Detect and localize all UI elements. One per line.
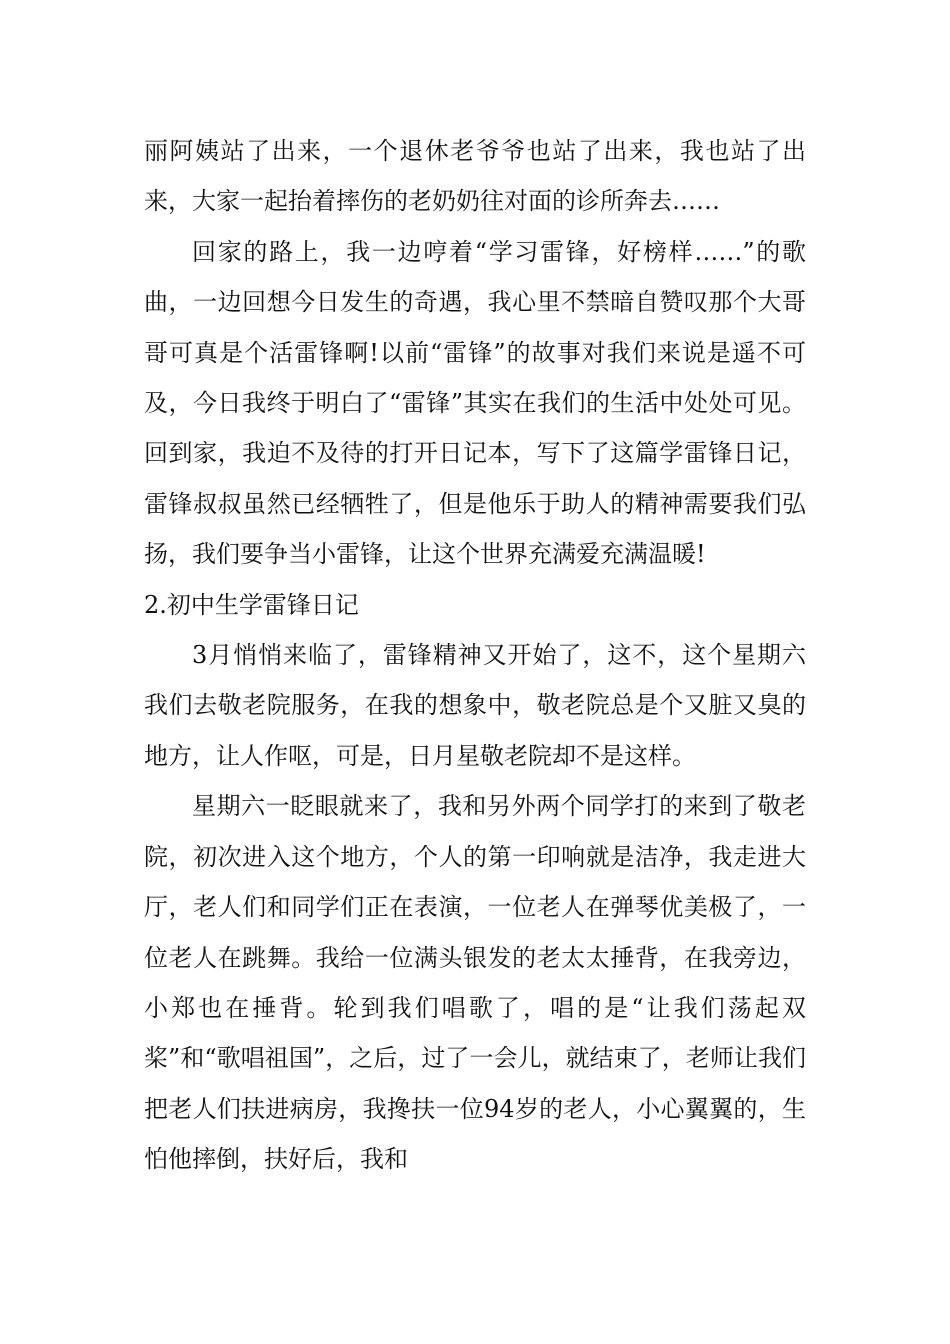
paragraph-1: 丽阿姨站了出来，一个退休老爷爷也站了出来，我也站了出来，大家一起抬着摔伤的老奶奶往对面的诊所奔去…… — [144, 137, 806, 216]
paragraph-2: 回家的路上，我一边哼着“学习雷锋，好榜样……”的歌曲，一边回想今日发生的奇遇，我心里不禁暗自赞叹那个大哥哥可真是个活雷锋啊!以前“雷锋”的故事对我们来说是遥不可及，今日我终于明白了“雷锋”其实在我们的生活中处处可见。回到家，我迫不及待的打开日记本，写下了这篇学雷锋日记，雷锋叔叔虽然已经牺牲了，但是他乐于助人的精神需要我们弘扬，我们要争当小雷锋，让这个世界充满爱充满温暖! — [144, 237, 806, 569]
paragraph-3: 3月悄悄来临了，雷锋精神又开始了，这不，这个星期六我们去敬老院服务，在我的想象中，敬老院总是个又脏又臭的地方，让人作呕，可是，日月星敬老院却不是这样。 — [144, 641, 806, 770]
section-heading: 2.初中生学雷锋日记 — [144, 590, 359, 619]
document-body — [144, 126, 806, 1185]
paragraph-4: 星期六一眨眼就来了，我和另外两个同学打的来到了敬老院，初次进入这个地方，个人的第一印响就是洁净，我走进大厅，老人们和同学们正在表演，一位老人在弹琴优美极了，一位老人在跳舞。我给一位满头银发的老太太捶背，在我旁边，小郑也在捶背。轮到我们唱歌了，唱的是“让我们荡起双桨”和“歌唱祖国”，之后，过了一会儿，就结束了，老师让我们把老人们扶进病房，我搀扶一位94岁的老人，小心翼翼的，生怕他摔倒，扶好后，我和 — [144, 792, 806, 1174]
